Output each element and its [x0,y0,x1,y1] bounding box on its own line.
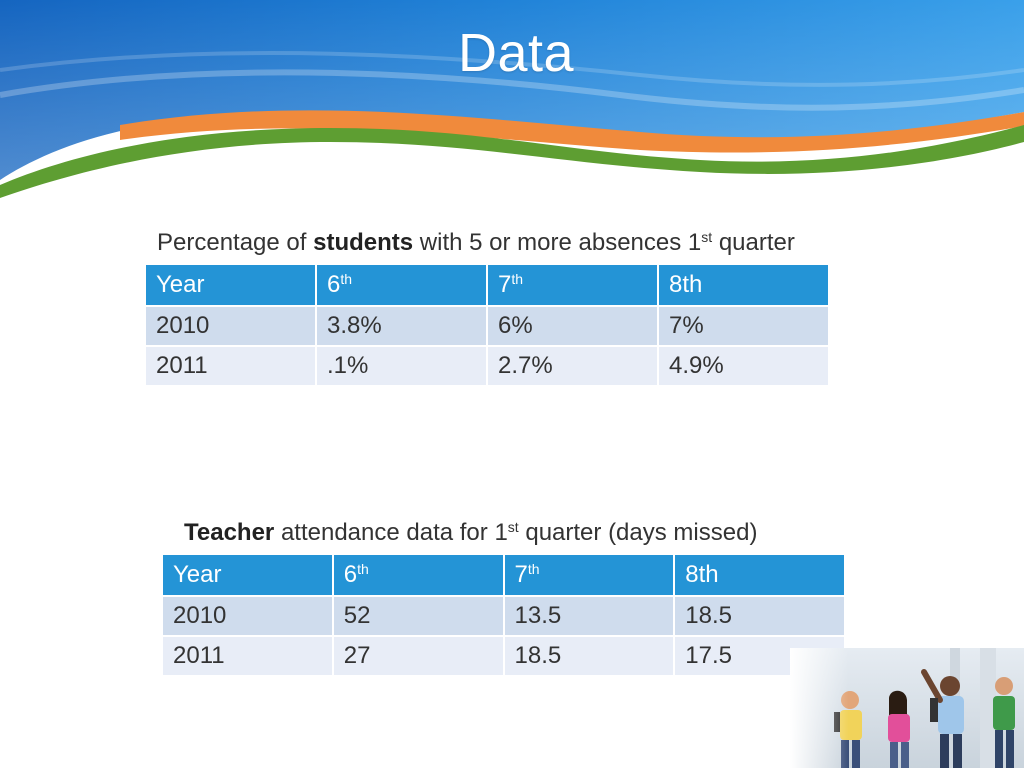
table-cell: 2010 [145,306,316,346]
table-cell: 2010 [162,596,333,636]
table-cell: 2011 [145,346,316,386]
student-table-caption [157,229,795,257]
table-cell: 17.5 [674,636,845,676]
table-cell: 4.9% [658,346,829,386]
table-cell: 18.5 [674,596,845,636]
caption-superscript: st [701,229,713,245]
teacher-table-caption [184,519,757,547]
table-row [162,596,845,636]
caption-text: Percentage of [157,229,314,256]
table-row [162,636,845,676]
caption-text: with 5 or more absences 1 [413,229,702,256]
table-cell: 13.5 [504,596,675,636]
table-cell: 3.8% [316,306,487,346]
caption-bold-text: students [313,229,414,256]
table-cell: .1% [316,346,487,386]
header-cell-6th: 6th [316,264,487,306]
header-cell-year: Year [145,264,316,306]
table-cell: 7% [658,306,829,346]
student-absence-table [144,263,830,387]
header-cell-8th: 8th [658,264,829,306]
table-row [145,346,829,386]
table-cell: 27 [333,636,504,676]
caption-text: quarter (days missed) [518,519,758,546]
caption-bold-text: Teacher [184,519,275,546]
table-header-row [145,264,829,306]
header-cell-6th: 6th [333,554,504,596]
table-row [145,306,829,346]
table-cell: 18.5 [504,636,675,676]
caption-text: attendance data for 1 [274,519,508,546]
caption-text: quarter [712,229,795,256]
table-cell: 2.7% [487,346,658,386]
header-cell-7th: 7th [504,554,675,596]
slide-title: Data [457,23,575,83]
header-cell-8th: 8th [674,554,845,596]
header-cell-7th: 7th [487,264,658,306]
table-cell: 52 [333,596,504,636]
header-cell-year: Year [162,554,333,596]
table-cell: 6% [487,306,658,346]
teacher-attendance-table [161,553,846,677]
students-photo-image [790,648,1024,768]
table-header-row [162,554,845,596]
caption-superscript: st [507,519,519,535]
table-cell: 2011 [162,636,333,676]
